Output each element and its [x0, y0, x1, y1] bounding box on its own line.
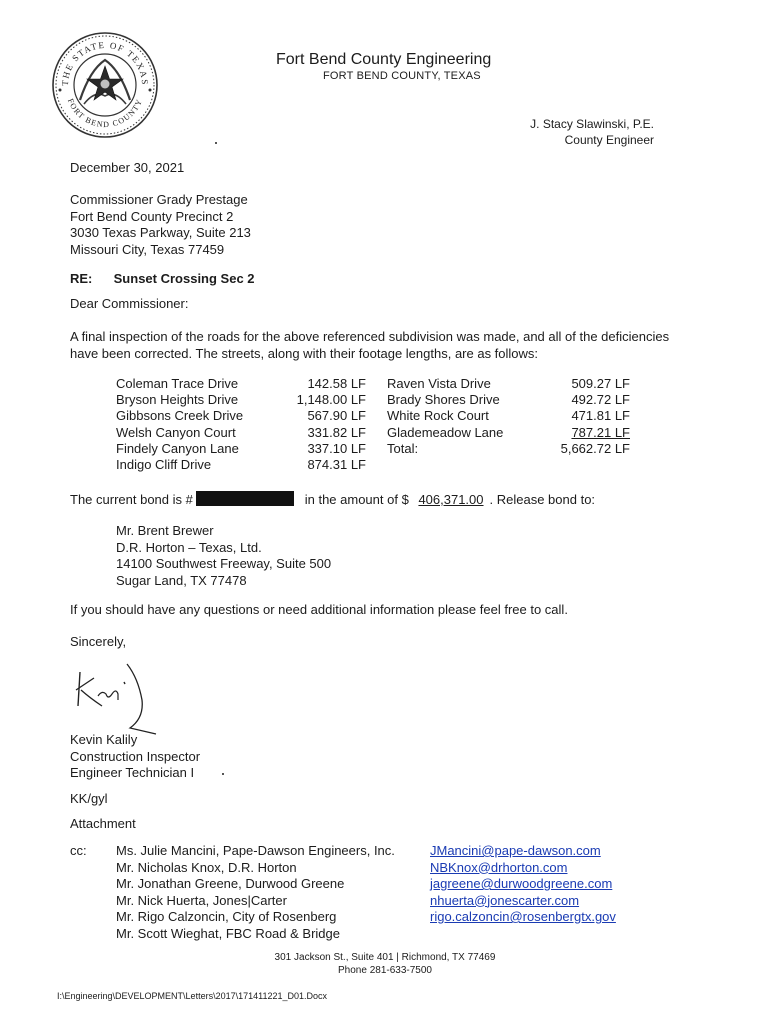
attachment-note: Attachment: [70, 816, 136, 831]
footer-phone: Phone 281-633-7500: [338, 965, 432, 976]
cc-name: Ms. Julie Mancini, Pape-Dawson Engineers, Inc.: [116, 843, 395, 858]
letter-date: December 30, 2021: [70, 160, 185, 175]
closing: Sincerely,: [70, 634, 127, 649]
street-name: Bryson Heights Drive: [116, 392, 239, 408]
subject-text: Sunset Crossing Sec 2: [113, 271, 255, 286]
bond-line: [70, 491, 595, 509]
street-length: 492.72 LF: [571, 392, 630, 408]
signer-title: Engineer Technician I: [70, 765, 195, 780]
cc-name: Mr. Nick Huerta, Jones|Carter: [116, 892, 287, 908]
street-length: 509.27 LF: [571, 376, 630, 391]
street-length: 471.81 LF: [571, 408, 630, 424]
street-name: Raven Vista Drive: [387, 376, 491, 391]
scan-speck: [215, 142, 217, 144]
bond-amount-prefix: in the amount of $: [304, 492, 409, 507]
streets-right-names: [387, 376, 503, 457]
street-name: Brady Shores Drive: [387, 392, 500, 408]
street-total-length: 5,662.72 LF: [560, 440, 630, 456]
street-length: 1,148.00 LF: [296, 392, 366, 408]
cc-email-link[interactable]: jagreene@durwoodgreene.com: [430, 876, 613, 891]
questions-text: If you should have any questions or need additional information please feel free to call.: [70, 602, 568, 617]
street-name: White Rock Court: [387, 408, 489, 424]
cc-emails: [430, 843, 616, 926]
street-length: 567.90 LF: [307, 408, 366, 424]
letterhead-title: Fort Bend County Engineering: [276, 51, 492, 68]
cc-email-link[interactable]: NBKnox@drhorton.com: [430, 859, 568, 875]
scan-speck: [222, 773, 224, 775]
street-name: Coleman Trace Drive: [116, 376, 239, 391]
redacted-bond-number: [196, 491, 294, 506]
document-file-path: I:\Engineering\DEVELOPMENT\Letters\2017\171411221_D01.Docx: [57, 991, 327, 1001]
svg-text:THE STATE OF TEXAS: THE STATE OF TEXAS: [59, 39, 151, 87]
street-name: Welsh Canyon Court: [116, 424, 236, 440]
release-line: Mr. Brent Brewer: [116, 523, 214, 538]
streets-left-lengths: [270, 376, 366, 473]
release-line: 14100 Southwest Freeway, Suite 500: [116, 556, 332, 571]
street-length: 874.31 LF: [307, 457, 366, 473]
engineer-title: County Engineer: [564, 133, 654, 147]
cc-label: cc:: [70, 843, 87, 858]
cc-name: Mr. Nicholas Knox, D.R. Horton: [116, 859, 297, 875]
bond-suffix: . Release bond to:: [489, 492, 596, 507]
street-name: Indigo Cliff Drive: [116, 457, 212, 473]
engineer-name: J. Stacy Slawinski, P.E.: [530, 117, 654, 131]
recipient-line: Fort Bend County Precinct 2: [70, 208, 234, 224]
typist-initials: KK/gyl: [70, 791, 108, 806]
street-length: 337.10 LF: [307, 440, 366, 456]
recipient-line: Missouri City, Texas 77459: [70, 241, 225, 257]
cc-name: Mr. Jonathan Greene, Durwood Greene: [116, 876, 345, 891]
release-line: D.R. Horton – Texas, Ltd.: [116, 539, 262, 555]
cc-email-link[interactable]: JMancini@pape-dawson.com: [430, 843, 601, 858]
recipient-line: Commissioner Grady Prestage: [70, 192, 248, 207]
signer-name: Kevin Kalily: [70, 732, 138, 747]
body-line: have been corrected. The streets, along with their footage lengths, are as follows:: [70, 345, 539, 361]
bond-prefix: The current bond is #: [70, 492, 193, 507]
county-seal-logo: [50, 30, 160, 140]
signer-title: Construction Inspector: [70, 748, 201, 764]
letterhead-subtitle: FORT BEND COUNTY, TEXAS: [323, 70, 481, 82]
cc-email-link[interactable]: nhuerta@jonescarter.com: [430, 892, 580, 908]
cc-name: Mr. Rigo Calzoncin, City of Rosenberg: [116, 909, 337, 924]
street-length: 787.21 LF: [571, 424, 630, 440]
body-paragraph: [70, 329, 669, 362]
streets-right-lengths: [540, 376, 630, 457]
bond-amount: 406,371.00: [418, 492, 484, 507]
street-name: Findely Canyon Lane: [116, 440, 239, 456]
cc-name: Mr. Scott Wieghat, FBC Road & Bridge: [116, 925, 340, 941]
county-engineer-block: [530, 116, 654, 148]
handwritten-signature: [72, 660, 162, 736]
subject-line: [70, 271, 255, 288]
footer-address: 301 Jackson St., Suite 401 | Richmond, TX 77469: [274, 952, 496, 963]
signer-block: [70, 732, 200, 782]
recipient-address: [70, 192, 251, 258]
street-name: Gibbsons Creek Drive: [116, 408, 244, 424]
release-line: Sugar Land, TX 77478: [116, 572, 247, 588]
body-line: A final inspection of the roads for the above referenced subdivision was made, and all of the deficiencies: [70, 329, 670, 344]
cc-names: [116, 843, 395, 942]
subject-label: RE:: [70, 271, 93, 286]
street-total-label: Total:: [387, 440, 419, 456]
street-name: Glademeadow Lane: [387, 424, 504, 440]
street-length: 331.82 LF: [307, 424, 366, 440]
recipient-line: 3030 Texas Parkway, Suite 213: [70, 225, 251, 240]
street-length: 142.58 LF: [307, 376, 366, 391]
cc-email-link[interactable]: rigo.calzoncin@rosenbergtx.gov: [430, 909, 616, 924]
svg-text:FORT BEND COUNTY: FORT BEND COUNTY: [65, 97, 145, 130]
salutation: Dear Commissioner:: [70, 296, 189, 311]
release-to-address: [116, 523, 331, 589]
streets-left-names: [116, 376, 243, 473]
